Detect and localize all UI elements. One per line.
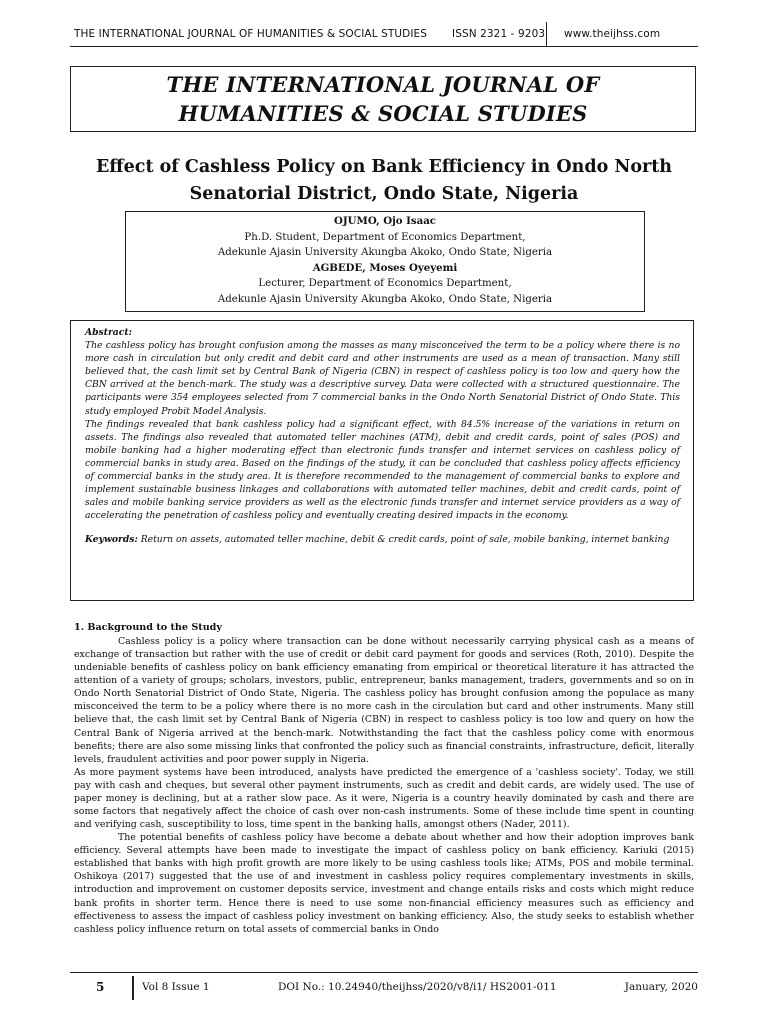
footer-volume: Vol 8 Issue 1 [142,981,210,993]
author-role: Ph.D. Student, Department of Economics Department, [244,231,526,243]
body-paragraph-1: Cashless policy is a policy where transaction can be done without necessarily carrying physical cash as a means of exchange of transaction but rather with the use of credit or debit card payment for goods and services (Roth, 2010). Despite the undeniable benefits of cashless policy on bank efficiency emanating from empirical or theoretical literature it has attracted the attention of a variety of groups; scholars, investors, public, entrepreneur, banks management, traders, governments and so on in Ondo North Senatorial District of Ondo State, Nigeria. The cashless policy has brought confusion among the populace as many misconceived the term to be a policy where there is no more cash in the circulation but card and other instruments. Many still believe that, the cash limit set by Central Bank of Nigeria (CBN) in respect to cashless policy is too low and query on how the Central Bank of Nigeria arrived at the bench-mark. Notwithstanding the fact that the cashless policy come with enormous benefits; there are also some missing links that confronted the policy such as financial constraints, infrastructure, deficit, literally levels, fraudulent activities and poor power supply in Nigeria. [74,636,694,765]
masthead-line-1: THE INTERNATIONAL JOURNAL OF [166,72,600,97]
authors-box [125,211,645,312]
abstract-label: Abstract: [85,327,132,338]
abstract-paragraph-2: The findings revealed that bank cashless policy had a significant effect, with 84.5% increase of the variations in return on assets. The findings also revealed that automated teller machines (ATM), debit and credit cards, point of sales (POS) and mobile banking had a higher moderating effect than electronic funds transfer and internet services on cashless policy of commercial banks in study area. Based on the findings of the study, it can be concluded that cashless policy affects efficiency of commercial banks in the study area. It is therefore recommended to the management of commercial banks to explore and implement sustainable business linkages and collaborations with automated teller machines, debit and credit cards, point of sales and mobile banking service providers as well as the electronic funds transfer and internet service providers as a way of accelerating the penetration of cashless policy and eventually creating desired impacts in the economy. [85,418,680,522]
page-footer [70,976,698,1000]
author-role: Lecturer, Department of Economics Department, [258,278,512,289]
section-heading: 1. Background to the Study [74,622,222,633]
journal-masthead [70,66,696,132]
article-title-line-2: Senatorial District, Ondo State, Nigeria [189,184,579,204]
body-paragraph-3: The potential benefits of cashless policy have become a debate about whether and how their adoption improves bank efficiency. Several attempts have been made to investigate the impact of cashless policy on bank efficiency. Kariuki (2015) established that banks with high profit growth are more likely to be using cashless tools like; ATMs, POS and mobile terminal. Oshikoya (2017) suggested that the use of and investment in cashless policy requires complementary investments in skills, introduction and improvement on customer deposits service, investment and change entails risks and costs which might reduce bank profits in shorter term. Hence there is need to use some non-financial efficiency measures such as efficiency and effectiveness to assess the impact of cashless policy investment on banking efficiency. Also, the study seeks to establish whether cashless policy influence return on total assets of commercial banks in Ondo [74,832,694,935]
article-title-line-1: Effect of Cashless Policy on Bank Efficiency in Ondo North [95,157,673,177]
author-affiliation: Adekunle Ajasin University Akungba Akoko, Ondo State, Nigeria [217,293,553,305]
running-header [74,22,694,46]
footer-divider [132,976,134,1000]
author-name: AGBEDE, Moses Oyeyemi [312,261,458,274]
running-header-journal: THE INTERNATIONAL JOURNAL OF HUMANITIES & SOCIAL STUDIES [74,28,428,40]
author-affiliation: Adekunle Ajasin University Akungba Akoko, Ondo State, Nigeria [217,247,553,258]
header-divider [546,22,547,46]
body-paragraph-2: As more payment systems have been introduced, analysts have predicted the emergence of a 'cashless society'. Today, we still pay with cash and cheques, but several other payment instruments, such as credit and debit cards, are widely used. The use of paper money is declining, but at a rather slow pace. As it were, Nigeria is a country heavily dominated by cash and there are some factors that negatively affect the choice of cash over non-cash instruments. Some of these include time spent in counting and verifying cash, susceptibility to loss, time spent in the banking halls, amongst others (Nader, 2011). [74,766,694,831]
footer-doi: DOI No.: 10.24940/theijhss/2020/v8/i1/ HS2001-011 [278,981,557,993]
keywords [85,533,680,546]
footer-date: January, 2020 [624,981,698,993]
article-title [70,154,698,208]
header-rule [70,46,698,47]
keywords-label: Keywords: [85,534,138,546]
article-body [74,620,694,936]
page-number: 5 [96,980,105,994]
abstract-box [70,320,694,601]
running-header-issn: ISSN 2321 - 9203 [452,28,546,40]
author-name: OJUMO, Ojo Isaac [333,215,437,227]
masthead-line-2: HUMANITIES & SOCIAL STUDIES [178,101,588,126]
running-header-website[interactable]: www.theijhss.com [564,28,661,40]
keywords-text: Return on assets, automated teller machine, debit & credit cards, point of sale, mobile banking, internet banking [140,534,670,546]
footer-rule [70,972,698,973]
abstract-paragraph-1: The cashless policy has brought confusion among the masses as many misconceived the term to be a policy where there is no more cash in circulation but only credit and debit card and other instruments are used as a mean of transaction. Many still believed that, the cash limit set by Central Bank of Nigeria (CBN) in respect of cashless policy is too low and query how the CBN arrived at the bench-mark. The study was a descriptive survey. Data were collected with a structured questionnaire. The participants were 354 employees selected from 7 commercial banks in the Ondo North Senatorial District of Ondo State. This study employed Probit Model Analysis. [85,340,680,417]
